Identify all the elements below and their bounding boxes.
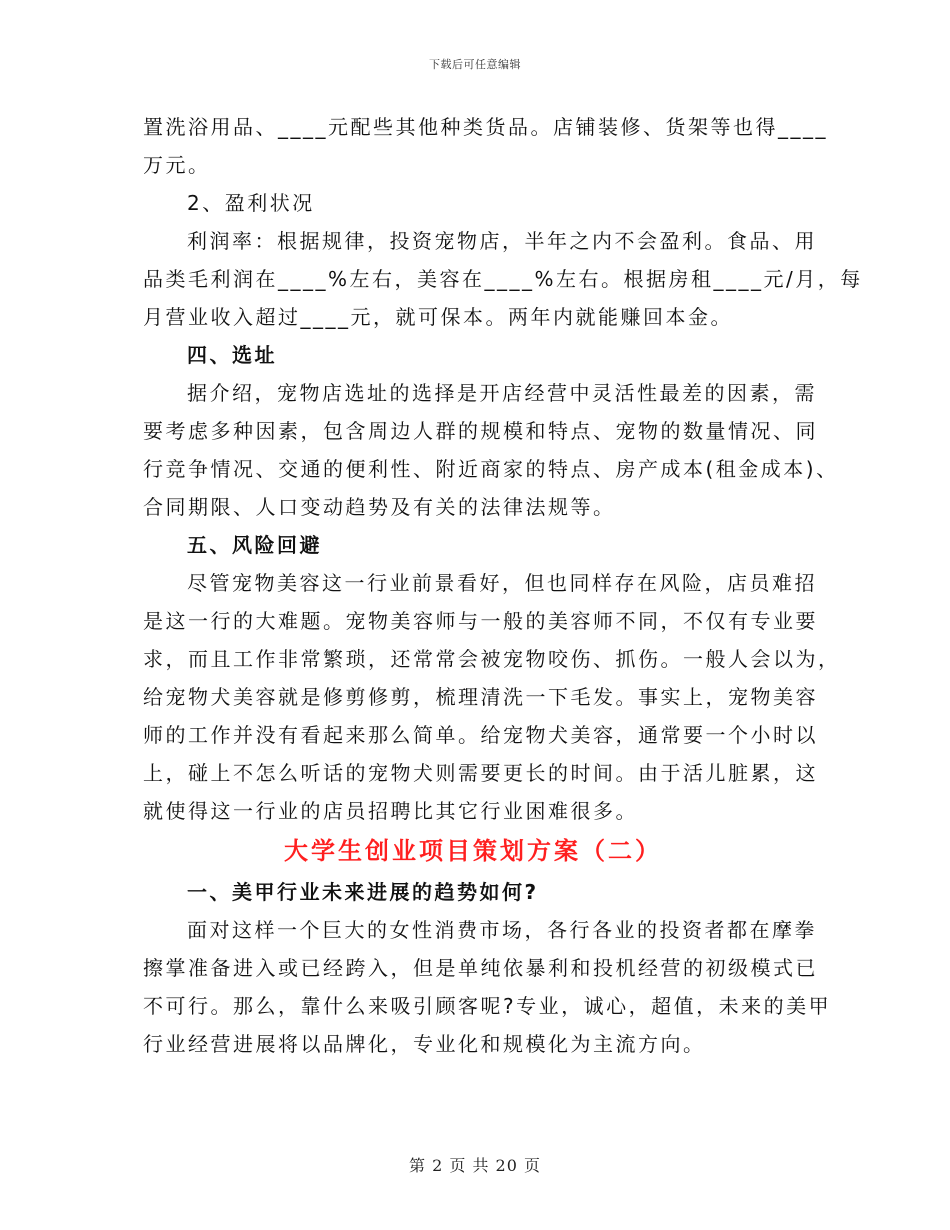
body-line: 利润率：根据规律，投资宠物店，半年之内不会盈利。食品、用 bbox=[187, 229, 817, 253]
body-line: 万元。 bbox=[143, 153, 211, 177]
body-line: 尽管宠物美容这一行业前景看好，但也同样存在风险，店员难招 bbox=[187, 571, 817, 595]
page-footer: 第 2 页 共 20 页 bbox=[409, 1156, 541, 1175]
section-title: 大学生创业项目策划方案（二） bbox=[284, 837, 662, 865]
body-line: 合同期限、人口变动趋势及有关的法律法规等。 bbox=[143, 495, 616, 519]
body-line: 面对这样一个巨大的女性消费市场，各行各业的投资者都在摩拳 bbox=[187, 918, 817, 942]
body-line: 行业经营进展将以品牌化，专业化和规模化为主流方向。 bbox=[143, 1032, 706, 1056]
section-heading: 一、美甲行业未来进展的趋势如何? bbox=[187, 880, 539, 904]
header-note: 下载后可任意编辑 bbox=[429, 58, 521, 71]
body-line: 师的工作并没有看起来那么简单。给宠物犬美容，通常要一个小时以 bbox=[143, 723, 818, 747]
body-line: 上，碰上不怎么听话的宠物犬则需要更长的时间。由于活儿脏累，这 bbox=[143, 761, 818, 785]
body-line: 品类毛利润在____%左右，美容在____%左右。根据房租____元/月，每 bbox=[143, 267, 863, 291]
document-body bbox=[143, 108, 863, 1063]
body-line: 要考虑多种因素，包含周边人群的规模和特点、宠物的数量情况、同 bbox=[143, 419, 818, 443]
body-line: 行竞争情况、交通的便利性、附近商家的特点、房产成本(租金成本)、 bbox=[143, 457, 839, 481]
body-line: 就使得这一行业的店员招聘比其它行业困难很多。 bbox=[143, 799, 638, 823]
section-heading: 五、风险回避 bbox=[187, 533, 322, 557]
body-line: 月营业收入超过____元，就可保本。两年内就能赚回本金。 bbox=[143, 305, 733, 329]
body-line: 据介绍，宠物店选址的选择是开店经营中灵活性最差的因素，需 bbox=[187, 381, 817, 405]
body-line: 擦掌准备进入或已经跨入，但是单纯依暴利和投机经营的初级模式已 bbox=[143, 956, 818, 980]
subsection-heading: 2、盈利状况 bbox=[187, 191, 315, 215]
body-line: 是这一行的大难题。宠物美容师与一般的美容师不同，不仅有专业要 bbox=[143, 609, 818, 633]
section-heading: 四、选址 bbox=[187, 343, 277, 367]
body-line: 不可行。那么，靠什么来吸引顾客呢?专业，诚心，超值，未来的美甲 bbox=[143, 994, 832, 1018]
body-line: 求，而且工作非常繁琐，还常常会被宠物咬伤、抓伤。一般人会以为， bbox=[143, 647, 841, 671]
body-line: 给宠物犬美容就是修剪修剪，梳理清洗一下毛发。事实上，宠物美容 bbox=[143, 685, 818, 709]
body-line: 置洗浴用品、____元配些其他种类货品。店铺装修、货架等也得____ bbox=[143, 115, 828, 139]
